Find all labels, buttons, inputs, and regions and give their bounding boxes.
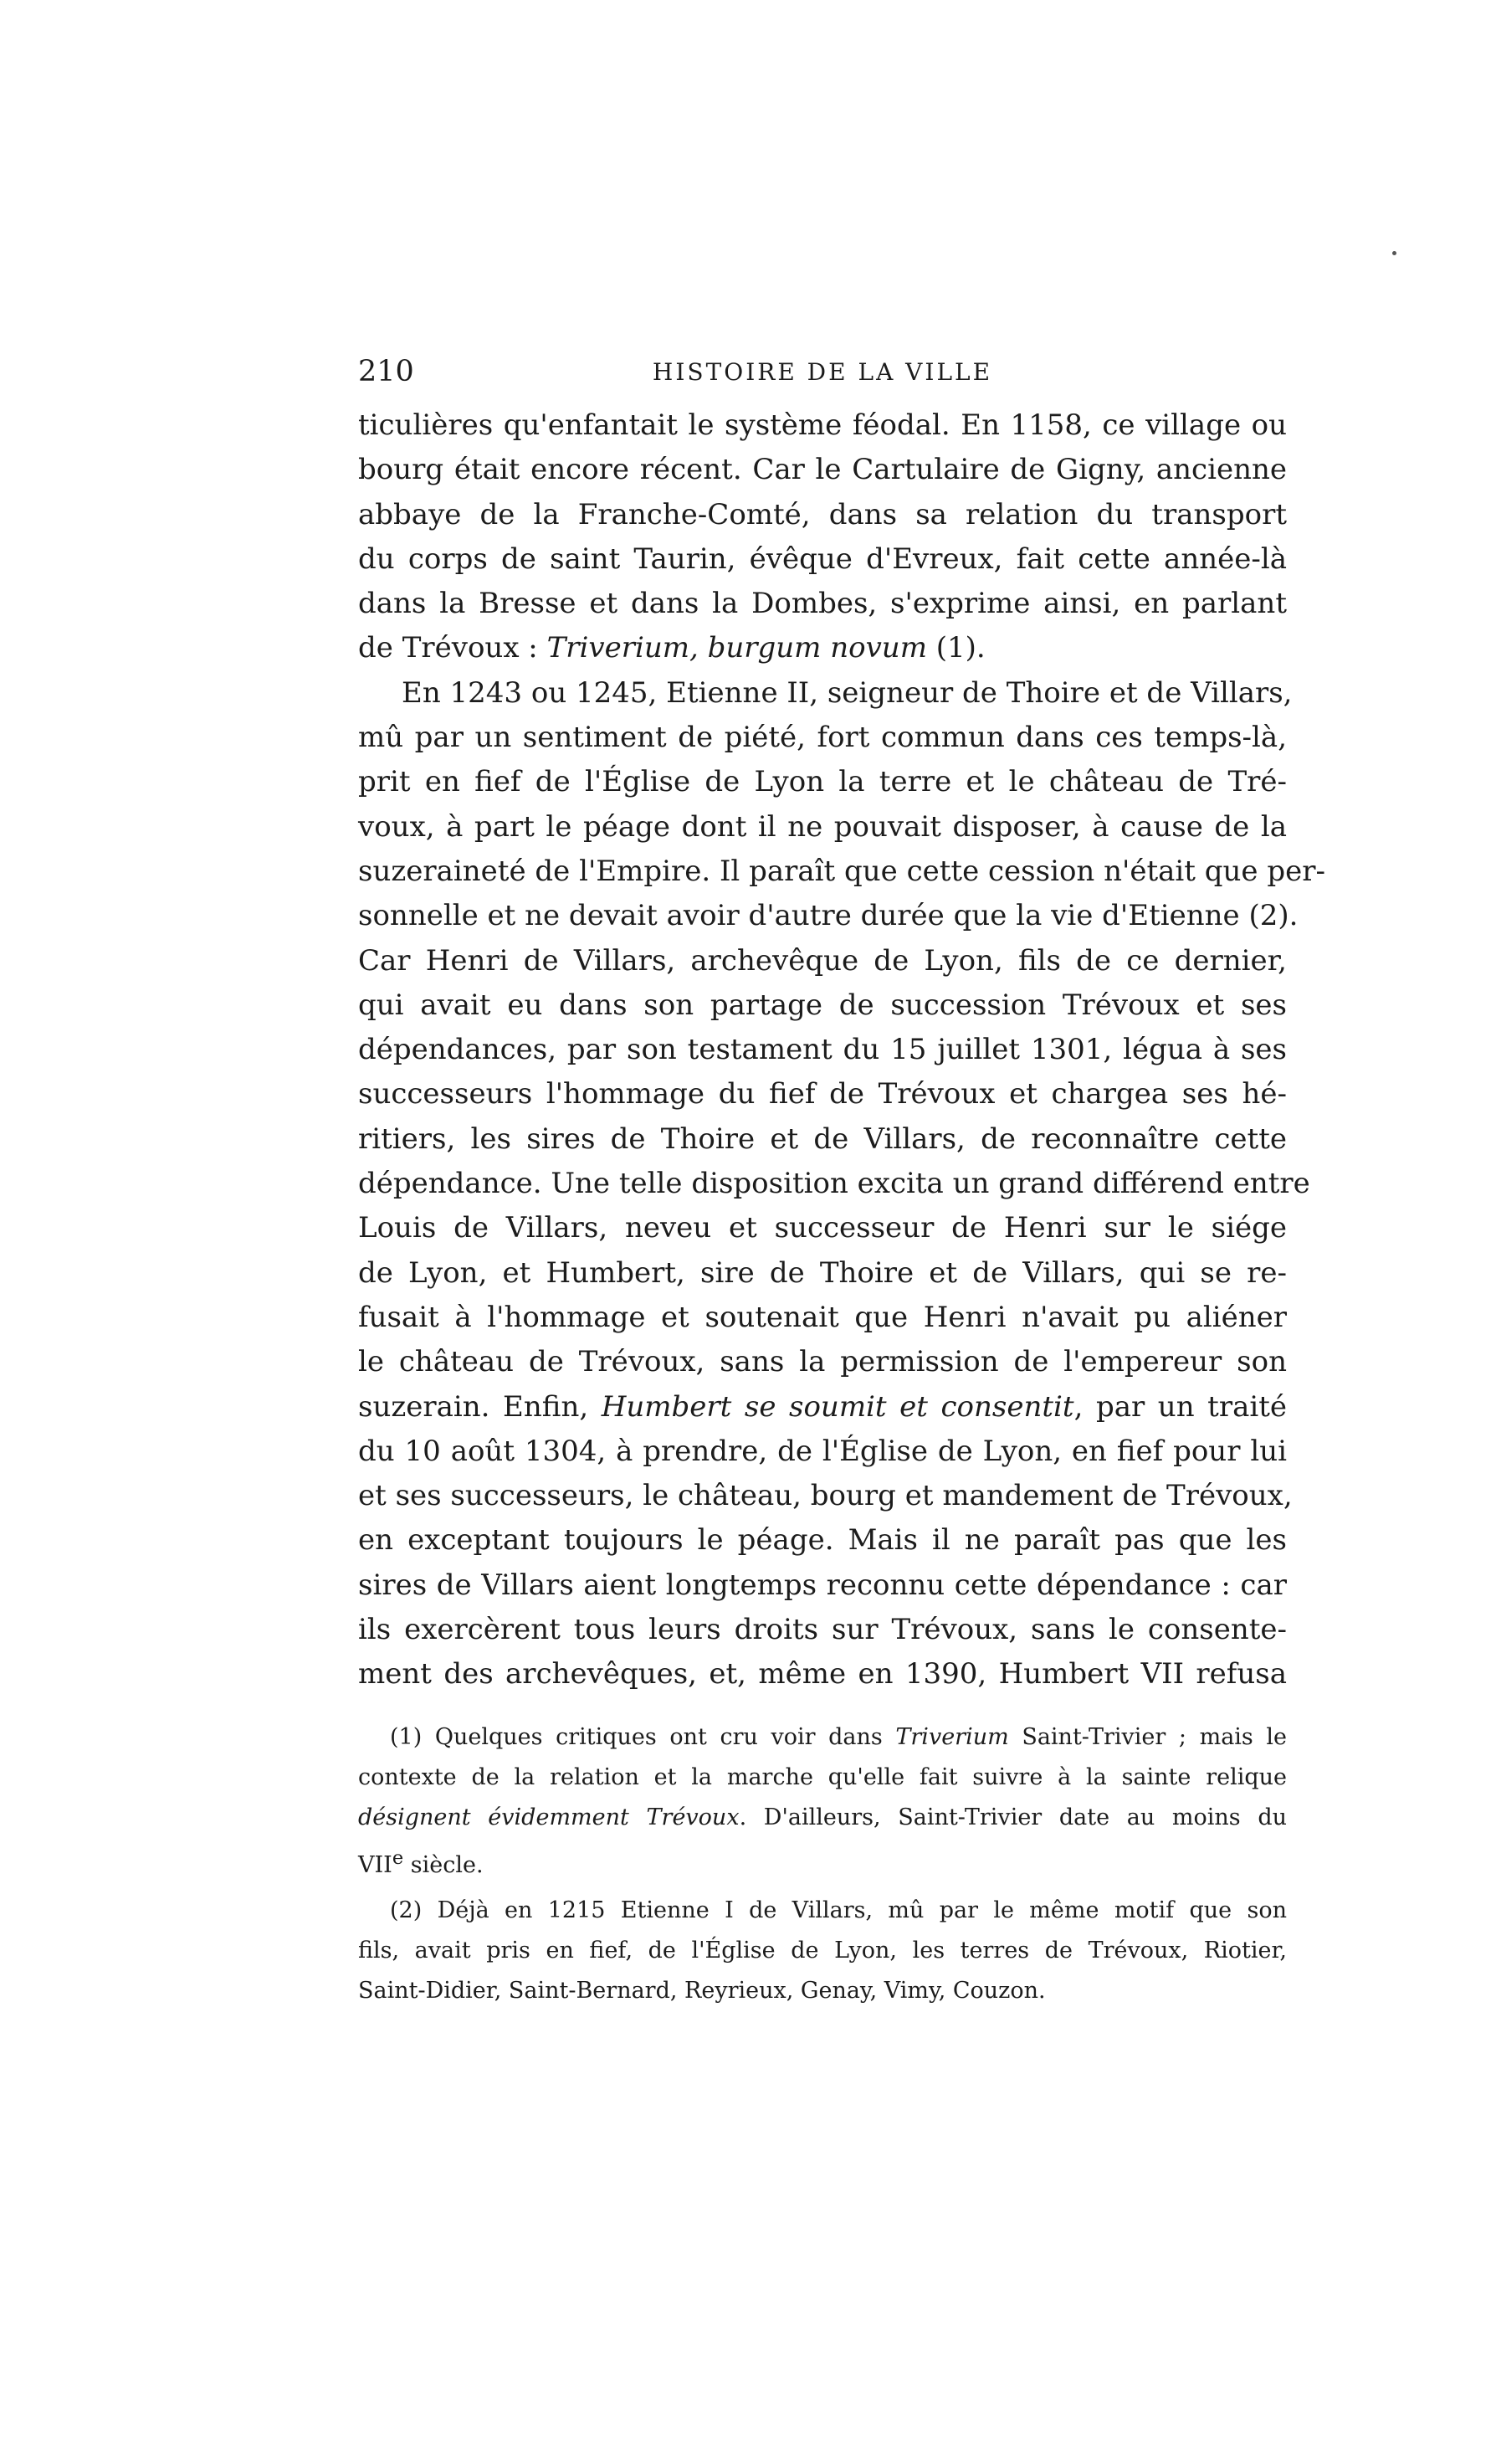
text-line: en exceptant toujours le péage. Mais il ne paraît pas que les <box>358 1523 1287 1558</box>
superscript: e <box>392 1847 404 1869</box>
text-segment: . D'ailleurs, Saint-Trivier date au moins du <box>739 1804 1287 1830</box>
footnote-line: (2) Déjà en 1215 Etienne I de Villars, mû par le même motif que son <box>390 1897 1287 1923</box>
text-line: ticulières qu'enfantait le système féodal. En 1158, ce village ou <box>358 408 1287 442</box>
text-line: En 1243 ou 1245, Etienne II, seigneur de Thoire et de Villars, <box>402 675 1293 710</box>
text-line: et ses successeurs, le château, bourg et mandement de Trévoux, <box>358 1479 1293 1513</box>
text-segment: suzerain. Enfin, <box>358 1389 602 1424</box>
text-line: sires de Villars aient longtemps reconnu cette dépendance : car <box>358 1568 1287 1602</box>
text-line <box>358 626 1287 670</box>
stray-ink-dot <box>1392 251 1396 255</box>
text-line: dépendance. Une telle disposition excita un grand différend entre <box>358 1167 1310 1201</box>
main-text <box>358 403 1325 1697</box>
text-line <box>358 1385 1287 1430</box>
text-line: mû par un sentiment de piété, fort commun dans ces temps-là, <box>358 721 1287 755</box>
footnote-line: contexte de la relation et la marche qu'elle fait suivre à la sainte relique <box>358 1764 1287 1790</box>
text-line: Louis de Villars, neveu et successeur de Henri sur le siége <box>358 1211 1287 1245</box>
latin-quote: Triverium, burgum novum <box>546 631 927 665</box>
italic-phrase: désignent évidemment Trévoux <box>358 1804 740 1830</box>
italic-word: Triverium <box>895 1724 1009 1750</box>
roman-numeral: VII <box>358 1852 392 1878</box>
running-title: HISTOIRE DE LA VILLE <box>652 358 993 386</box>
text-line: de Lyon, et Humbert, sire de Thoire et de Villars, qui se re- <box>358 1255 1287 1290</box>
text-line: fusait à l'hommage et soutenait que Henri n'avait pu aliéner <box>358 1300 1287 1334</box>
text-line: Car Henri de Villars, archevêque de Lyon, fils de ce dernier, <box>358 943 1287 978</box>
text-segment: Saint-Trivier ; mais le <box>1008 1724 1288 1750</box>
text-line: ment des archevêques, et, même en 1390, Humbert VII refusa <box>358 1657 1287 1691</box>
text-line: dépendances, par son testament du 15 juillet 1301, légua à ses <box>358 1033 1287 1067</box>
footnote-line <box>358 1838 1287 1886</box>
footnote-line: Saint-Didier, Saint-Bernard, Reyrieux, Genay, Vimy, Couzon. <box>358 1978 1046 2004</box>
text-line: suzeraineté de l'Empire. Il paraît que cette cession n'était que per- <box>358 854 1325 888</box>
text-line: du 10 août 1304, à prendre, de l'Église de Lyon, en fief pour lui <box>358 1434 1287 1468</box>
text-line: bourg était encore récent. Car le Cartulaire de Gigny, ancienne <box>358 453 1287 487</box>
text-segment: siècle. <box>403 1852 484 1878</box>
text-line: ritiers, les sires de Thoire et de Villars, de reconnaître cette <box>358 1122 1287 1156</box>
text-line: qui avait eu dans son partage de succession Trévoux et ses <box>358 988 1287 1022</box>
text-line: dans la Bresse et dans la Dombes, s'exprime ainsi, en parlant <box>358 587 1287 621</box>
text-line: prit en fief de l'Église de Lyon la terre et le château de Tré- <box>358 765 1287 799</box>
text-line: ils exercèrent tous leurs droits sur Trévoux, sans le consente- <box>358 1613 1287 1647</box>
paragraph <box>358 403 1287 671</box>
footnote-line: fils, avait pris en fief, de l'Église de Lyon, les terres de Trévoux, Riotier, <box>358 1938 1287 1964</box>
text-line: sonnelle et ne devait avoir d'autre durée que la vie d'Etienne (2). <box>358 899 1299 933</box>
footnotes <box>358 1717 1287 2016</box>
text-line: du corps de saint Taurin, évêque d'Evreux, fait cette année-là <box>358 542 1287 576</box>
italic-phrase: Humbert se soumit et consentit <box>601 1389 1074 1424</box>
text-line: le château de Trévoux, sans la permission de l'empereur son <box>358 1345 1287 1379</box>
page-header <box>358 355 1287 402</box>
paragraph <box>358 671 1325 1697</box>
text-line: successeurs l'hommage du fief de Trévoux et chargea ses hé- <box>358 1077 1287 1111</box>
text-segment: (1) Quelques critiques ont cru voir dans <box>390 1724 896 1750</box>
footnote-line <box>358 1717 1287 1758</box>
text-line: voux, à part le péage dont il ne pouvait disposer, à cause de la <box>358 809 1287 844</box>
text-line: abbaye de la Franche-Comté, dans sa relation du transport <box>358 497 1287 531</box>
footnote-ref: (1). <box>926 631 986 665</box>
text-segment: , par un traité <box>1073 1389 1287 1424</box>
page-number: 210 <box>358 355 414 388</box>
footnote-2 <box>358 1891 1287 2011</box>
text-segment: de Trévoux : <box>358 631 547 665</box>
footnote-1 <box>358 1717 1287 1886</box>
footnote-line <box>358 1798 1287 1838</box>
